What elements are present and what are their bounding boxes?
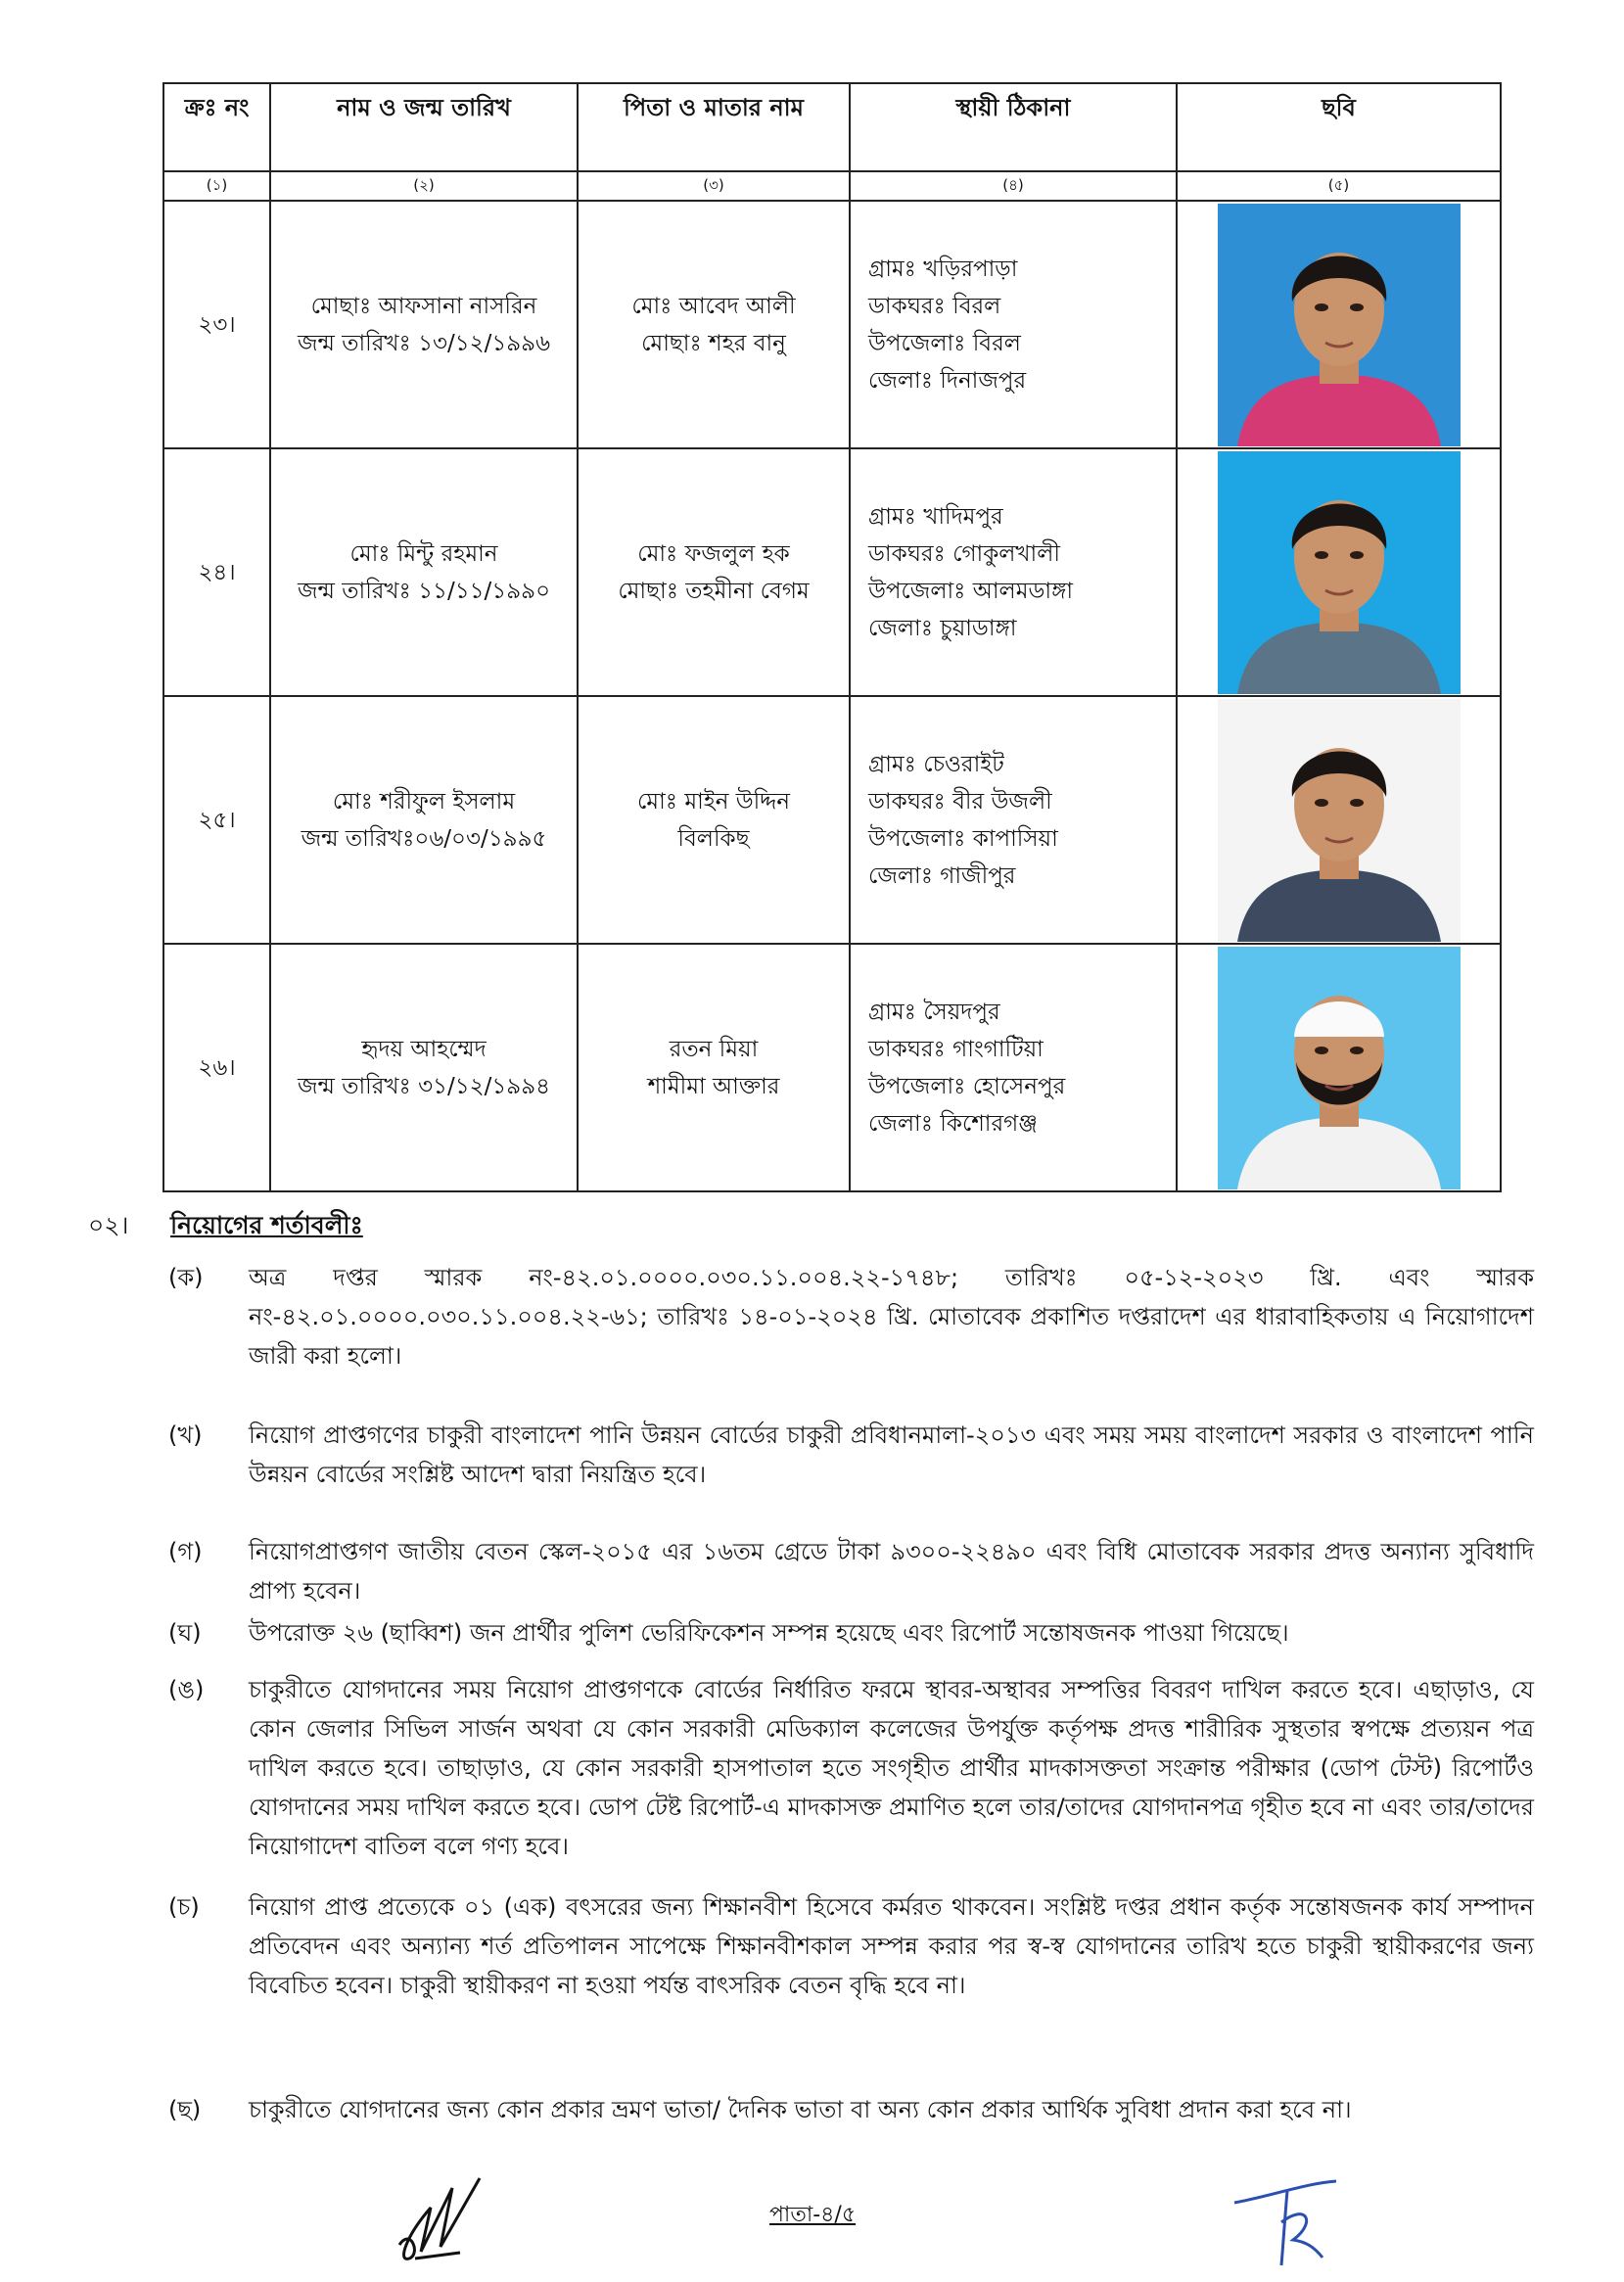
signature-right bbox=[1229, 2164, 1346, 2271]
section-title: নিয়োগের শর্তাবলীঃ bbox=[170, 1211, 363, 1239]
address-line: জেলাঃ চুয়াডাঙ্গা bbox=[868, 615, 1017, 641]
candidate-photo-svg bbox=[1218, 204, 1461, 446]
name-dob-cell bbox=[270, 944, 578, 1191]
condition-label: (চ) bbox=[168, 1893, 200, 1921]
address-line: উপজেলাঃ হোসেনপুর bbox=[868, 1073, 1066, 1099]
condition-item bbox=[168, 1887, 1534, 2005]
name-dob-cell bbox=[270, 448, 578, 696]
father-name: মোঃ ফজলুল হক bbox=[637, 540, 790, 567]
photo-cell bbox=[1177, 944, 1501, 1191]
address-line: উপজেলাঃ বিরল bbox=[868, 330, 1021, 356]
candidate-name: হৃদয় আহম্মেদ bbox=[361, 1036, 487, 1062]
candidate-name: মোঃ মিন্টু রহমান bbox=[349, 540, 498, 567]
table-row bbox=[163, 448, 1501, 696]
address-line: জেলাঃ কিশোরগঞ্জ bbox=[868, 1110, 1038, 1137]
serial-number: ২৬। bbox=[198, 1054, 236, 1081]
address-line: ডাকঘরঃ বিরল bbox=[868, 293, 1001, 319]
condition-text: চাকুরীতে যোগদানের জন্য কোন প্রকার ভ্রমণ ভাতা/ দৈনিক ভাতা বা অন্য কোন প্রকার আর্থিক সুবিধা প্রদান করা হবে না। bbox=[249, 2096, 1352, 2123]
address-line: ডাকঘরঃ গাংগাটিয়া bbox=[868, 1036, 1044, 1062]
serial-number: ২৩। bbox=[198, 311, 236, 338]
father-name: মোঃ আবেদ আলী bbox=[631, 293, 796, 319]
address-line: গ্রামঃ চেওরাইট bbox=[868, 751, 1004, 777]
address-line: ডাকঘরঃ গোকুলখালী bbox=[868, 540, 1060, 567]
condition-item bbox=[168, 1258, 1534, 1375]
header-parents: পিতা ও মাতার নাম bbox=[578, 83, 850, 171]
parents-cell bbox=[578, 944, 850, 1191]
candidate-name: মোঃ শরীফুল ইসলাম bbox=[332, 788, 516, 815]
serial-cell bbox=[163, 944, 270, 1191]
condition-text: নিয়োগ প্রাপ্ত প্রত্যেকে ০১ (এক) বৎসরের জন্য শিক্ষানবীশ হিসেবে কর্মরত থাকবেন। সংশ্লিষ্ট দপ্তর প্রধান কর্তৃক সন্তোষজনক কার্য সম্পাদন প্রতিবেদন এবং অন্যান্য শর্ত প্রতিপালন সাপেক্ষে শিক্ষানবীশকাল সম্পন্ন করার পর স্ব-স্ব যোগদানের তারিখ হতে চাকুরী স্থায়ীকরণের জন্য বিবেচিত হবেন। চাকুরী স্থায়ীকরণ না হওয়া পর্যন্ত বাৎসরিক বেতন বৃদ্ধি হবে না। bbox=[249, 1893, 1534, 1999]
date-of-birth: জন্ম তারিখঃ ১৩/১২/১৯৯৬ bbox=[297, 330, 551, 356]
address-line: উপজেলাঃ কাপাসিয়া bbox=[868, 825, 1058, 852]
column-number: (৩) bbox=[578, 171, 850, 201]
address-cell bbox=[850, 448, 1177, 696]
condition-label: (গ) bbox=[168, 1538, 203, 1565]
header-address: স্থায়ী ঠিকানা bbox=[850, 83, 1177, 171]
address-line: উপজেলাঃ আলমডাঙ্গা bbox=[868, 578, 1073, 604]
condition-label: (ঙ) bbox=[168, 1676, 205, 1703]
address-line: গ্রামঃ খড়িরপাড়া bbox=[868, 256, 1018, 282]
date-of-birth: জন্ম তারিখঃ ৩১/১২/১৯৯৪ bbox=[297, 1073, 551, 1099]
candidate-photo-svg bbox=[1218, 451, 1461, 694]
candidate-name: মোছাঃ আফসানা নাসরিন bbox=[310, 293, 537, 319]
header-photo: ছবি bbox=[1177, 83, 1501, 171]
mother-name: বিলকিছ bbox=[677, 825, 750, 852]
column-number: (২) bbox=[270, 171, 578, 201]
condition-text: অত্র দপ্তর স্মারক নং-৪২.০১.০০০০.০৩০.১১.০০৪.২২-১৭৪৮; তারিখঃ ০৫-১২-২০২৩ খ্রি. এবং স্মারক নং-৪২.০১.০০০০.০৩০.১১.০০৪.২২-৬১; তারিখঃ ১৪-০১-২০২৪ খ্রি. মোতাবেক প্রকাশিত দপ্তরাদেশ এর ধারাবাহিকতায় এ নিয়োগাদেশ জারী করা হলো। bbox=[249, 1264, 1534, 1370]
header-serial: ক্রঃ নং bbox=[163, 83, 270, 171]
date-of-birth: জন্ম তারিখঃ ১১/১১/১৯৯০ bbox=[297, 578, 551, 604]
signature-left bbox=[392, 2168, 509, 2266]
condition-text: চাকুরীতে যোগদানের সময় নিয়োগ প্রাপ্তগণকে বোর্ডের নির্ধারিত ফরমে স্থাবর-অস্থাবর সম্পত্তির বিবরণ দাখিল করতে হবে। এছাড়াও, যে কোন জেলার সিভিল সার্জন অথবা যে কোন সরকারী মেডিক্যাল কলেজের উপর্যুক্ত কর্তৃপক্ষ প্রদত্ত শারীরিক সুস্থতার স্বপক্ষে প্রত্যয়ন পত্র দাখিল করতে হবে। তাছাড়াও, যে কোন সরকারী হাসপাতাল হতে সংগৃহীত প্রার্থীর মাদকাসক্ততা সংক্রান্ত পরীক্ষার (ডোপ টেস্ট) রিপোর্টও যোগদানের সময় দাখিল করতে হবে। ডোপ টেষ্ট রিপোর্ট-এ মাদকাসক্ত প্রমাণিত হলে তার/তাদের যোগদানপত্র গৃহীত হবে না এবং তার/তাদের নিয়োগাদেশ বাতিল বলে গণ্য হবে। bbox=[249, 1676, 1534, 1860]
candidate-photo bbox=[1218, 699, 1461, 942]
column-number: (৫) bbox=[1177, 171, 1501, 201]
serial-cell bbox=[163, 448, 270, 696]
condition-item bbox=[168, 1416, 1534, 1494]
column-number: (৪) bbox=[850, 171, 1177, 201]
address-line: ডাকঘরঃ বীর উজলী bbox=[868, 788, 1052, 815]
conditions-section-heading bbox=[88, 1206, 363, 1248]
condition-text: উপরোক্ত ২৬ (ছাব্বিশ) জন প্রার্থীর পুলিশ ভেরিফিকেশন সম্পন্ন হয়েছে এবং রিপোর্ট সন্তোষজনক পাওয়া গিয়েছে। bbox=[249, 1619, 1289, 1647]
mother-name: মোছাঃ তহমীনা বেগম bbox=[618, 578, 810, 604]
candidate-photo bbox=[1218, 947, 1461, 1189]
condition-text: নিয়োগ প্রাপ্তগণের চাকুরী বাংলাদেশ পানি উন্নয়ন বোর্ডের চাকুরী প্রবিধানমালা-২০১৩ এবং সময় সময় বাংলাদেশ সরকার ও বাংলাদেশ পানি উন্নয়ন বোর্ডের সংশ্লিষ্ট আদেশ দ্বারা নিয়ন্ত্রিত হবে। bbox=[249, 1421, 1534, 1488]
condition-item bbox=[168, 2090, 1534, 2129]
candidate-table bbox=[162, 82, 1502, 1192]
condition-item bbox=[168, 1670, 1534, 1866]
father-name: রতন মিয়া bbox=[669, 1036, 759, 1062]
candidate-photo bbox=[1218, 204, 1461, 446]
condition-label: (খ) bbox=[168, 1421, 203, 1449]
address-cell bbox=[850, 201, 1177, 448]
parents-cell bbox=[578, 201, 850, 448]
condition-label: (ছ) bbox=[168, 2096, 202, 2123]
table-row bbox=[163, 201, 1501, 448]
address-cell bbox=[850, 944, 1177, 1191]
name-dob-cell bbox=[270, 201, 578, 448]
father-name: মোঃ মাইন উদ্দিন bbox=[636, 788, 791, 815]
header-name-dob: নাম ও জন্ম তারিখ bbox=[270, 83, 578, 171]
table-row bbox=[163, 696, 1501, 944]
serial-cell bbox=[163, 201, 270, 448]
parents-cell bbox=[578, 448, 850, 696]
condition-text: নিয়োগপ্রাপ্তগণ জাতীয় বেতন স্কেল-২০১৫ এর ১৬তম গ্রেডে টাকা ৯৩০০-২২৪৯০ এবং বিধি মোতাবেক সরকার প্রদত্ত অন্যান্য সুবিধাদি প্রাপ্য হবেন। bbox=[249, 1538, 1534, 1605]
mother-name: শামীমা আক্তার bbox=[647, 1073, 780, 1099]
parents-cell bbox=[578, 696, 850, 944]
candidate-photo bbox=[1218, 451, 1461, 694]
condition-item bbox=[168, 1532, 1534, 1610]
condition-label: (ঘ) bbox=[168, 1619, 202, 1647]
photo-cell bbox=[1177, 448, 1501, 696]
serial-cell bbox=[163, 696, 270, 944]
section-number: ০২। bbox=[88, 1211, 129, 1239]
name-dob-cell bbox=[270, 696, 578, 944]
photo-cell bbox=[1177, 696, 1501, 944]
address-line: গ্রামঃ সৈয়দপুর bbox=[868, 999, 1000, 1025]
serial-number: ২৫। bbox=[198, 807, 236, 833]
condition-label: (ক) bbox=[168, 1264, 204, 1291]
candidate-photo-svg bbox=[1218, 699, 1461, 942]
page-number: পাতা-৪/৫ bbox=[769, 2203, 857, 2227]
address-line: গ্রামঃ খাদিমপুর bbox=[868, 503, 1003, 530]
table-row bbox=[163, 944, 1501, 1191]
candidate-photo-svg bbox=[1218, 947, 1461, 1189]
condition-item bbox=[168, 1613, 1534, 1653]
column-number: (১) bbox=[163, 171, 270, 201]
serial-number: ২৪। bbox=[198, 559, 236, 585]
address-line: জেলাঃ দিনাজপুর bbox=[868, 367, 1027, 394]
address-cell bbox=[850, 696, 1177, 944]
mother-name: মোছাঃ শহর বানু bbox=[641, 330, 786, 356]
photo-cell bbox=[1177, 201, 1501, 448]
date-of-birth: জন্ম তারিখঃ০৬/০৩/১৯৯৫ bbox=[301, 825, 547, 852]
address-line: জেলাঃ গাজীপুর bbox=[868, 862, 1016, 889]
